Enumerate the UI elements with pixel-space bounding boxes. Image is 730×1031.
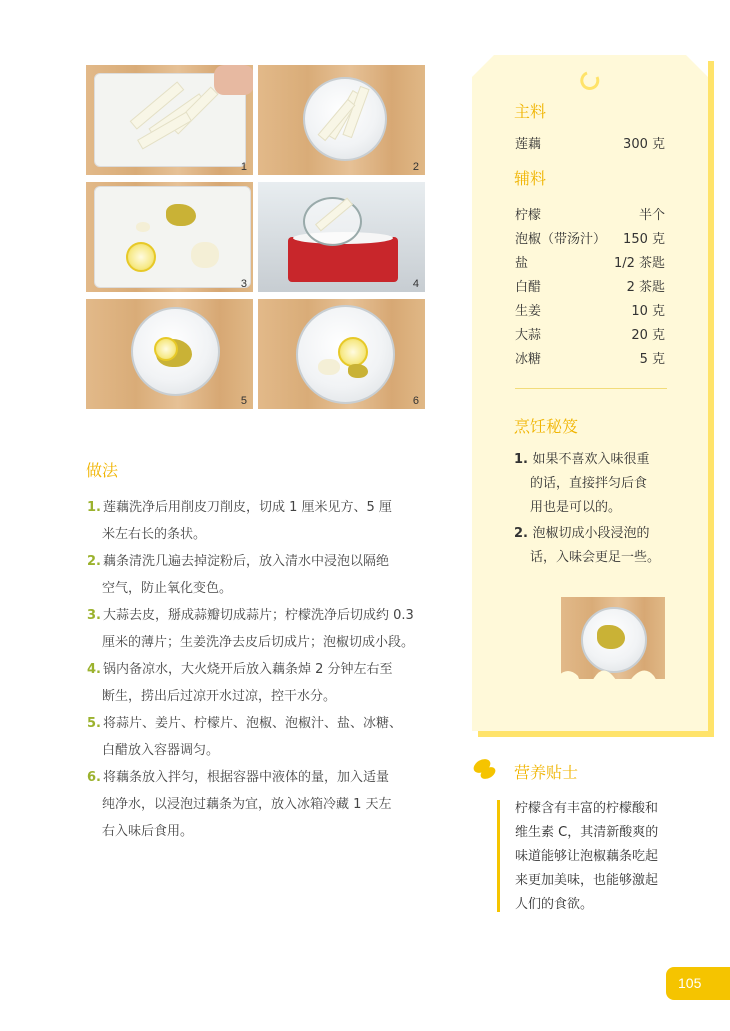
method-step — [87, 548, 442, 602]
ingredient-amount: 150 克 — [623, 232, 665, 247]
dish-photo-drip — [558, 662, 668, 702]
method-step — [87, 656, 442, 710]
step-photo-6 — [258, 299, 425, 409]
ingredient-amount: 20 克 — [631, 328, 665, 343]
step-text: 空气，防止氧化变色。 — [102, 581, 233, 596]
photo-number: 1 — [240, 161, 247, 173]
nutrition-line: 人们的食欲。 — [515, 897, 594, 912]
ingredient-name: 泡椒（带汤汁） — [515, 232, 607, 247]
step-photo-4 — [258, 182, 425, 292]
step-photo-3 — [86, 182, 253, 292]
step-text: 米左右长的条状。 — [102, 527, 207, 542]
ingredient-amount: 5 克 — [639, 352, 665, 367]
ingredient-amount: 10 克 — [631, 304, 665, 319]
step-text: 断生，捞出后过凉开水过凉，控干水分。 — [102, 689, 337, 704]
method-step-line — [87, 683, 442, 710]
side-ingredients-title: 辅料 — [514, 169, 547, 188]
method-step-line — [87, 710, 442, 737]
ingredient-amount: 2 茶匙 — [626, 280, 665, 295]
ingredient-name: 冰糖 — [515, 352, 542, 367]
tip-text: 的话，直接拌匀后食 — [530, 476, 648, 491]
method-step-line — [87, 521, 442, 548]
leaf-icon — [472, 756, 500, 780]
ingredient-name: 生姜 — [515, 304, 542, 319]
page-number: 105 — [678, 975, 702, 991]
method-step-line — [87, 575, 442, 602]
step-text: 白醋放入容器调匀。 — [102, 743, 220, 758]
method-step — [87, 710, 442, 764]
step-photo-2 — [258, 65, 425, 175]
method-step — [87, 602, 442, 656]
step-text: 大蒜去皮，掰成蒜瓣切成蒜片；柠檬洗净后切成约 0.3 — [102, 608, 414, 623]
tip-number: 2. — [514, 526, 533, 541]
tip-line — [514, 522, 674, 546]
step-photo-5 — [86, 299, 253, 409]
method-step-line — [87, 791, 442, 818]
method-step-line — [87, 602, 442, 629]
photo-number: 4 — [412, 278, 419, 290]
main-ingredients-title: 主料 — [514, 102, 547, 121]
step-text: 厘米的薄片；生姜洗净去皮后切成片；泡椒切成小段。 — [102, 635, 415, 650]
method-step-line — [87, 494, 442, 521]
step-number: 1. — [87, 500, 101, 515]
tip-line — [514, 472, 674, 496]
tip-text: 泡椒切成小段浸泡的 — [532, 526, 650, 541]
photo-number: 5 — [240, 395, 247, 407]
tip-text: 用也是可以的。 — [530, 500, 622, 515]
nutrition-line: 味道能够让泡椒藕条吃起 — [515, 849, 659, 864]
tip-item — [514, 522, 674, 570]
nutrition-text — [515, 797, 700, 917]
photo-number: 6 — [412, 395, 419, 407]
photo-number: 2 — [412, 161, 419, 173]
tip-line — [514, 546, 674, 570]
method-step-line — [87, 818, 442, 845]
nutrition-line: 柠檬含有丰富的柠檬酸和 — [515, 801, 659, 816]
method-title: 做法 — [86, 461, 119, 480]
method-step-line — [87, 629, 442, 656]
nutrition-bar — [497, 800, 500, 912]
step-photo-1 — [86, 65, 253, 175]
method-step — [87, 494, 442, 548]
ingredient-name: 大蒜 — [515, 328, 542, 343]
nutrition-line: 来更加美味，也能够激起 — [515, 873, 659, 888]
tip-number: 1. — [514, 452, 533, 467]
method-step-line — [87, 548, 442, 575]
step-text: 将蒜片、姜片、柠檬片、泡椒、泡椒汁、盐、冰糖、 — [102, 716, 402, 731]
method-step-line — [87, 656, 442, 683]
step-text: 将藕条放入拌匀，根据容器中液体的量，加入适量 — [102, 770, 389, 785]
tip-item — [514, 448, 674, 520]
ingredient-name: 柠檬 — [515, 208, 542, 223]
step-text: 藕条清洗几遍去掉淀粉后，放入清水中浸泡以隔绝 — [102, 554, 389, 569]
photo-number: 3 — [240, 278, 247, 290]
ingredient-name: 莲藕 — [515, 137, 542, 152]
ingredient-amount: 半个 — [638, 208, 665, 223]
method-step-line — [87, 764, 442, 791]
tips-title: 烹饪秘笈 — [514, 417, 579, 436]
ingredient-name: 盐 — [515, 256, 529, 271]
step-number: 4. — [87, 662, 101, 677]
tip-text: 如果不喜欢入味很重 — [532, 452, 650, 467]
step-number: 6. — [87, 770, 101, 785]
ingredient-amount: 1/2 茶匙 — [613, 256, 665, 271]
panel-divider — [515, 388, 667, 389]
tip-line — [514, 496, 674, 520]
step-text: 纯净水，以浸泡过藕条为宜，放入冰箱冷藏 1 天左 — [102, 797, 392, 812]
step-text: 右入味后食用。 — [102, 824, 194, 839]
method-step — [87, 764, 442, 845]
ingredient-amount: 300 克 — [623, 137, 665, 152]
tip-text: 话，入味会更足一些。 — [530, 550, 661, 565]
step-text: 锅内备凉水，大火烧开后放入藕条焯 2 分钟左右至 — [102, 662, 393, 677]
step-text: 莲藕洗净后用削皮刀削皮，切成 1 厘米见方、5 厘 — [102, 500, 392, 515]
step-number: 5. — [87, 716, 101, 731]
nutrition-line: 维生素 C，其清新酸爽的 — [515, 825, 659, 840]
tip-line — [514, 448, 674, 472]
step-number: 3. — [87, 608, 101, 623]
nutrition-title: 营养贴士 — [514, 763, 579, 782]
step-number: 2. — [87, 554, 101, 569]
ingredient-name: 白醋 — [515, 280, 542, 295]
method-step-line — [87, 737, 442, 764]
